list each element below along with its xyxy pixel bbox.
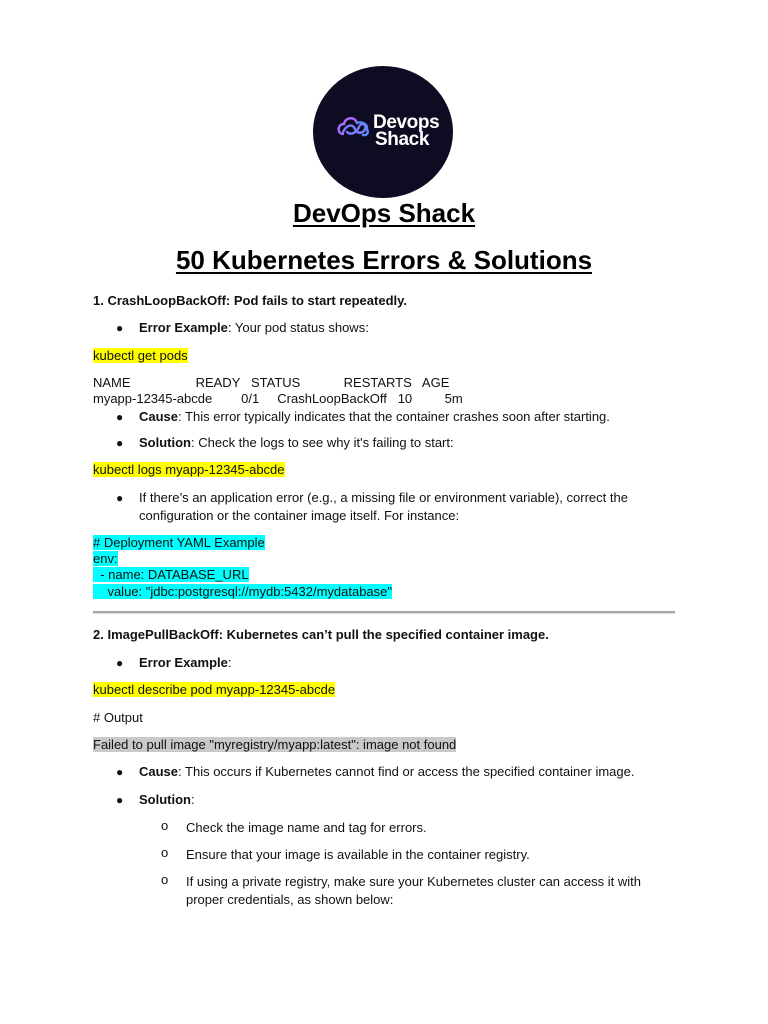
s2-error-example-text: : <box>227 655 232 670</box>
s2-solution <box>139 792 195 808</box>
yaml-line: env: <box>93 551 118 566</box>
devops-shack-logo <box>313 66 453 198</box>
s1-bullet3-line2: configuration or the container image itself. For instance: <box>139 508 460 523</box>
s1-cause <box>139 409 610 425</box>
s1-solution <box>139 435 454 451</box>
document-subtitle: 50 Kubernetes Errors & Solutions <box>175 245 593 275</box>
logo-line-2: Shack <box>375 129 429 150</box>
s1-table-row: myapp-12345-abcde 0/1 CrashLoopBackOff 10 5m <box>93 391 463 406</box>
s2-cause <box>139 764 634 780</box>
s1-solution-label: Solution <box>139 435 191 450</box>
bullet-dot: ● <box>116 491 124 505</box>
s1-solution-text: : Check the logs to see why it's failing to start: <box>191 435 454 450</box>
s1-error-example-text: : Your pod status shows: <box>227 320 369 335</box>
s2-solution-text: : <box>191 792 195 807</box>
sub-bullet-circle: o <box>161 845 169 860</box>
code-highlight: kubectl logs myapp-12345-abcde <box>93 462 285 477</box>
bullet-dot: ● <box>116 656 124 670</box>
logo-wordmark <box>373 114 439 148</box>
s2-cause-label: Cause <box>139 764 179 779</box>
s2-output-line <box>93 737 456 753</box>
sub-bullet-circle: o <box>161 872 169 887</box>
s1-error-example-label: Error Example <box>139 320 228 335</box>
s2-sub-item-3-line2: proper credentials, as shown below: <box>186 892 394 907</box>
cloud-infinity-icon <box>335 110 375 144</box>
s1-table-header: NAME READY STATUS RESTARTS AGE <box>93 375 450 390</box>
bullet-dot: ● <box>116 410 124 424</box>
yaml-line: value: "jdbc:postgresql://mydb:5432/mydatabase" <box>93 584 393 599</box>
s1-cause-text: : This error typically indicates that the container crashes soon after starting. <box>178 409 610 424</box>
bullet-dot: ● <box>116 765 124 779</box>
s1-cmd-logs <box>93 462 285 478</box>
s2-cmd-describe <box>93 682 335 698</box>
section-divider <box>93 611 675 614</box>
document-title: DevOps Shack <box>292 198 476 228</box>
s2-cause-text: : This occurs if Kubernetes cannot find or access the specified container image. <box>178 764 635 779</box>
output-highlight: Failed to pull image "myregistry/myapp:latest": image not found <box>93 737 457 752</box>
s2-sub-item-1: Check the image name and tag for errors. <box>186 820 427 835</box>
s2-output-comment: # Output <box>93 710 143 725</box>
bullet-dot: ● <box>116 793 124 807</box>
s1-bullet3-line1: If there’s an application error (e.g., a missing file or environment variable), correct the <box>139 490 628 505</box>
code-highlight: kubectl get pods <box>93 348 188 363</box>
s2-error-example <box>139 655 232 671</box>
sub-bullet-circle: o <box>161 818 169 833</box>
section-1-heading: 1. CrashLoopBackOff: Pod fails to start repeatedly. <box>93 293 407 308</box>
logo-line-1: Devops <box>373 112 440 133</box>
bullet-dot: ● <box>116 436 124 450</box>
s2-sub-item-2: Ensure that your image is available in the container registry. <box>186 847 530 862</box>
section-2-heading: 2. ImagePullBackOff: Kubernetes can’t pull the specified container image. <box>93 627 549 642</box>
s1-error-example <box>139 320 369 336</box>
s1-cause-label: Cause <box>139 409 179 424</box>
yaml-line: - name: DATABASE_URL <box>93 567 249 582</box>
s2-sub-item-3: If using a private registry, make sure your Kubernetes cluster can access it with <box>186 874 641 889</box>
code-highlight: kubectl describe pod myapp-12345-abcde <box>93 682 336 697</box>
yaml-line: # Deployment YAML Example <box>93 535 265 550</box>
s1-cmd-get-pods <box>93 348 188 364</box>
bullet-dot: ● <box>116 321 124 335</box>
s2-solution-label: Solution <box>139 792 191 807</box>
s2-error-example-label: Error Example <box>139 655 228 670</box>
